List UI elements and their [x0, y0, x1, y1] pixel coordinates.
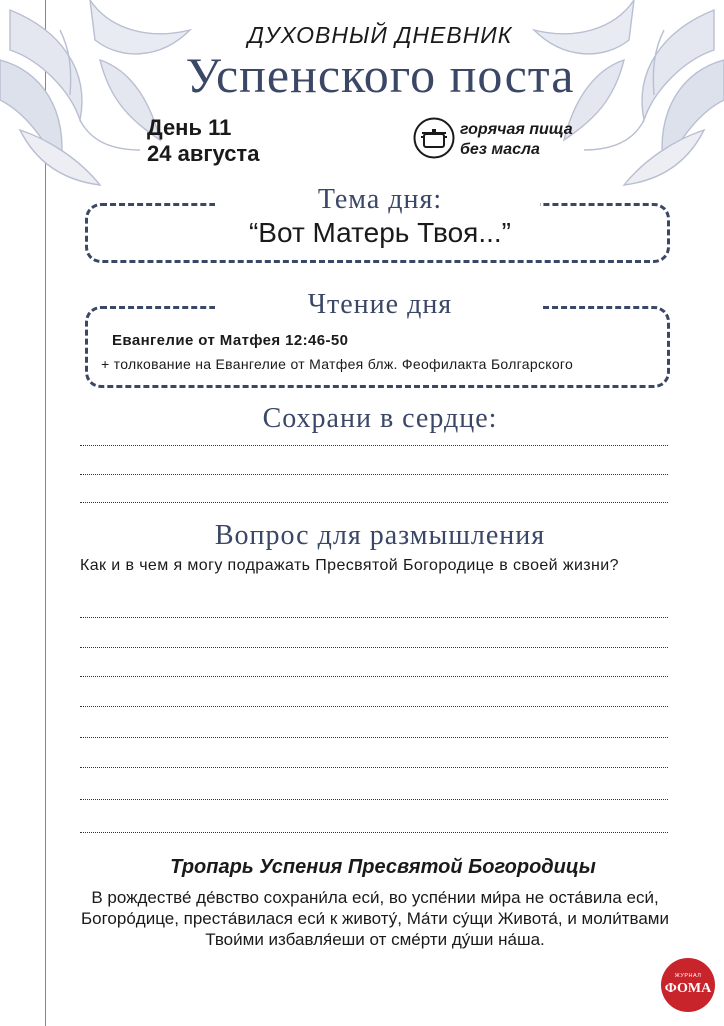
reflection-question: Как и в чем я могу подражать Пресвятой Богородице в своей жизни?: [80, 557, 619, 574]
reading-gospel: Евангелие от Матфея 12:46-50: [112, 332, 349, 349]
writing-line[interactable]: [80, 617, 668, 618]
writing-line[interactable]: [80, 647, 668, 648]
theme-heading: Тема дня:: [317, 184, 443, 215]
food-note: [460, 120, 573, 160]
pot-icon: [413, 117, 455, 159]
food-note-line2: без масла: [460, 141, 540, 158]
foma-logo: [661, 958, 715, 1012]
reading-commentary: + толкование на Евангелие от Матфея блж. Феофилакта Болгарского: [101, 356, 574, 372]
writing-line[interactable]: [80, 799, 668, 800]
writing-line[interactable]: [80, 706, 668, 707]
logo-name-text: ФОМА: [664, 981, 712, 996]
theme-text: “Вот Матерь Твоя...”: [248, 217, 511, 248]
logo-small-text: ЖУРНАЛ: [674, 973, 702, 979]
day-date: 24 августа: [147, 141, 260, 166]
troparion-text: В рождестве́ де́вство сохрани́ла еси́, во успе́нии ми́ра не оста́вила еси́, Богоро́дице, преста́вилася еси́ к животу́, Ма́ти су́щи Живота́, и моли́твами Твои́ми избавля́еши от сме́рти ду́ши на́ша.: [80, 888, 669, 949]
reflection-heading: Вопрос для размышления: [214, 520, 546, 551]
writing-line[interactable]: [80, 474, 668, 475]
writing-line[interactable]: [80, 676, 668, 677]
diary-title: Успенского поста: [185, 47, 575, 103]
writing-line[interactable]: [80, 832, 668, 833]
writing-line[interactable]: [80, 737, 668, 738]
food-note-line1: горячая пища: [460, 121, 573, 138]
troparion-title: Тропарь Успения Пресвятой Богородицы: [170, 856, 596, 878]
diary-subtitle: ДУХОВНЫЙ ДНЕВНИК: [247, 22, 513, 48]
writing-line[interactable]: [80, 767, 668, 768]
day-number: День 11: [147, 115, 232, 140]
writing-line[interactable]: [80, 445, 668, 446]
keep-heading: Сохрани в сердце:: [262, 403, 498, 434]
reading-heading: Чтение дня: [307, 289, 453, 320]
writing-line[interactable]: [80, 502, 668, 503]
